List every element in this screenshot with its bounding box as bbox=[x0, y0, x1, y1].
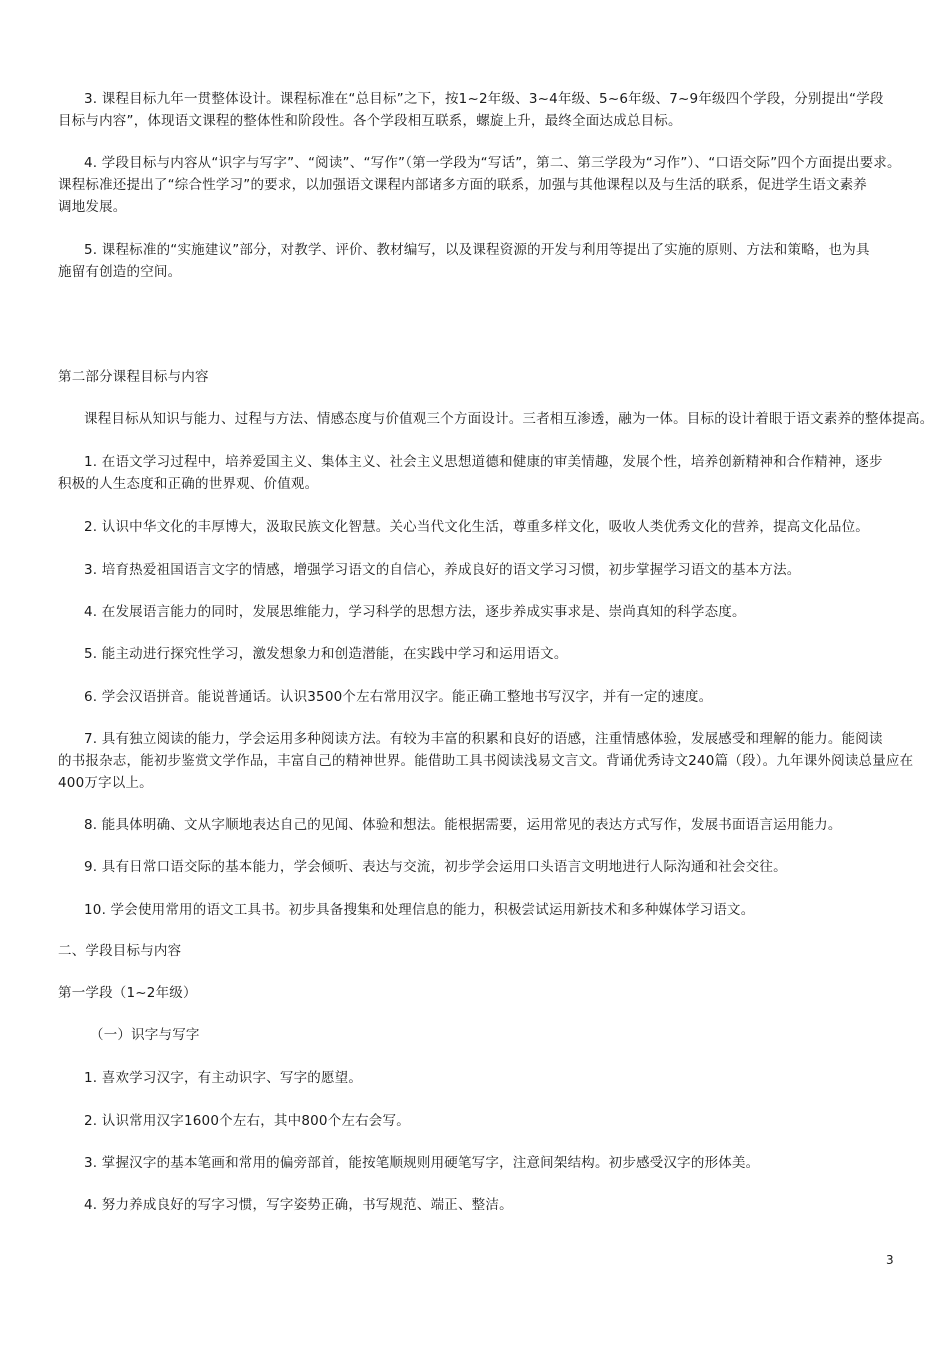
goal-line: 9. 具有日常口语交际的基本能力，学会倾听、表达与交流，初步学会运用口头语言文明地进行人际沟通和社会交往。 bbox=[84, 859, 787, 875]
paragraph-line: 调地发展。 bbox=[58, 199, 127, 215]
stage-heading: 第一学段（1~2年级） bbox=[58, 985, 197, 1001]
goal-line: 的书报杂志，能初步鉴赏文学作品，丰富自己的精神世界。能借助工具书阅读浅易文言文。背诵优秀诗文240篇（段）。九年课外阅读总量应在 bbox=[58, 753, 914, 769]
list-item: 4. 努力养成良好的写字习惯，写字姿势正确，书写规范、端正、整洁。 bbox=[84, 1197, 513, 1213]
paragraph-line: 3. 课程目标九年一贯整体设计。课程标准在“总目标”之下，按1~2年级、3~4年级、5~6年级、7~9年级四个学段，分别提出“学段 bbox=[84, 91, 884, 107]
goal-line: 4. 在发展语言能力的同时，发展思维能力，学习科学的思想方法，逐步养成实事求是、崇尚真知的科学态度。 bbox=[84, 604, 746, 620]
paragraph-line: 施留有创造的空间。 bbox=[58, 264, 182, 280]
goal-line: 400万字以上。 bbox=[58, 775, 153, 791]
section-intro: 课程目标从知识与能力、过程与方法、情感态度与价值观三个方面设计。三者相互渗透，融为一体。目标的设计着眼于语文素养的整体提高。 bbox=[84, 411, 934, 427]
list-item: 1. 喜欢学习汉字，有主动识字、写字的愿望。 bbox=[84, 1070, 363, 1086]
paragraph-line: 课程标准还提出了“综合性学习”的要求，以加强语文课程内部诸多方面的联系，加强与其他课程以及与生活的联系，促进学生语文素养 bbox=[58, 177, 867, 193]
paragraph-line: 目标与内容”，体现语文课程的整体性和阶段性。各个学段相互联系，螺旋上升，最终全面达成总目标。 bbox=[58, 113, 682, 129]
goal-line: 积极的人生态度和正确的世界观、价值观。 bbox=[58, 476, 319, 492]
goal-line: 6. 学会汉语拼音。能说普通话。认识3500个左右常用汉字。能正确工整地书写汉字，并有一定的速度。 bbox=[84, 689, 713, 705]
goal-line: 2. 认识中华文化的丰厚博大，汲取民族文化智慧。关心当代文化生活，尊重多样文化，吸收人类优秀文化的营养，提高文化品位。 bbox=[84, 519, 869, 535]
goal-line: 3. 培育热爱祖国语言文字的情感，增强学习语文的自信心，养成良好的语文学习习惯，初步掌握学习语文的基本方法。 bbox=[84, 562, 801, 578]
list-item: 2. 认识常用汉字1600个左右，其中800个左右会写。 bbox=[84, 1113, 410, 1129]
goal-line: 1. 在语文学习过程中，培养爱国主义、集体主义、社会主义思想道德和健康的审美情趣，发展个性，培养创新精神和合作精神，逐步 bbox=[84, 454, 883, 470]
goal-line: 8. 能具体明确、文从字顺地表达自己的见闻、体验和想法。能根据需要，运用常见的表达方式写作，发展书面语言运用能力。 bbox=[84, 817, 842, 833]
section-heading: 第二部分课程目标与内容 bbox=[58, 369, 209, 385]
page-number: 3 bbox=[886, 1253, 894, 1267]
paragraph-line: 5. 课程标准的“实施建议”部分，对教学、评价、教材编写，以及课程资源的开发与利用等提出了实施的原则、方法和策略，也为具 bbox=[84, 242, 870, 258]
goal-line: 5. 能主动进行探究性学习，激发想象力和创造潜能，在实践中学习和运用语文。 bbox=[84, 646, 568, 662]
goal-line: 10. 学会使用常用的语文工具书。初步具备搜集和处理信息的能力，积极尝试运用新技术和多种媒体学习语文。 bbox=[84, 902, 755, 918]
subsection-heading: （一）识字与写字 bbox=[90, 1027, 200, 1043]
section-heading: 二、学段目标与内容 bbox=[58, 943, 182, 959]
paragraph-line: 4. 学段目标与内容从“识字与写字”、“阅读”、“写作”（第一学段为“写话”，第二、第三学段为“习作”）、“口语交际”四个方面提出要求。 bbox=[84, 155, 901, 171]
list-item: 3. 掌握汉字的基本笔画和常用的偏旁部首，能按笔顺规则用硬笔写字，注意间架结构。初步感受汉字的形体美。 bbox=[84, 1155, 760, 1171]
goal-line: 7. 具有独立阅读的能力，学会运用多种阅读方法。有较为丰富的积累和良好的语感，注重情感体验，发展感受和理解的能力。能阅读 bbox=[84, 731, 883, 747]
